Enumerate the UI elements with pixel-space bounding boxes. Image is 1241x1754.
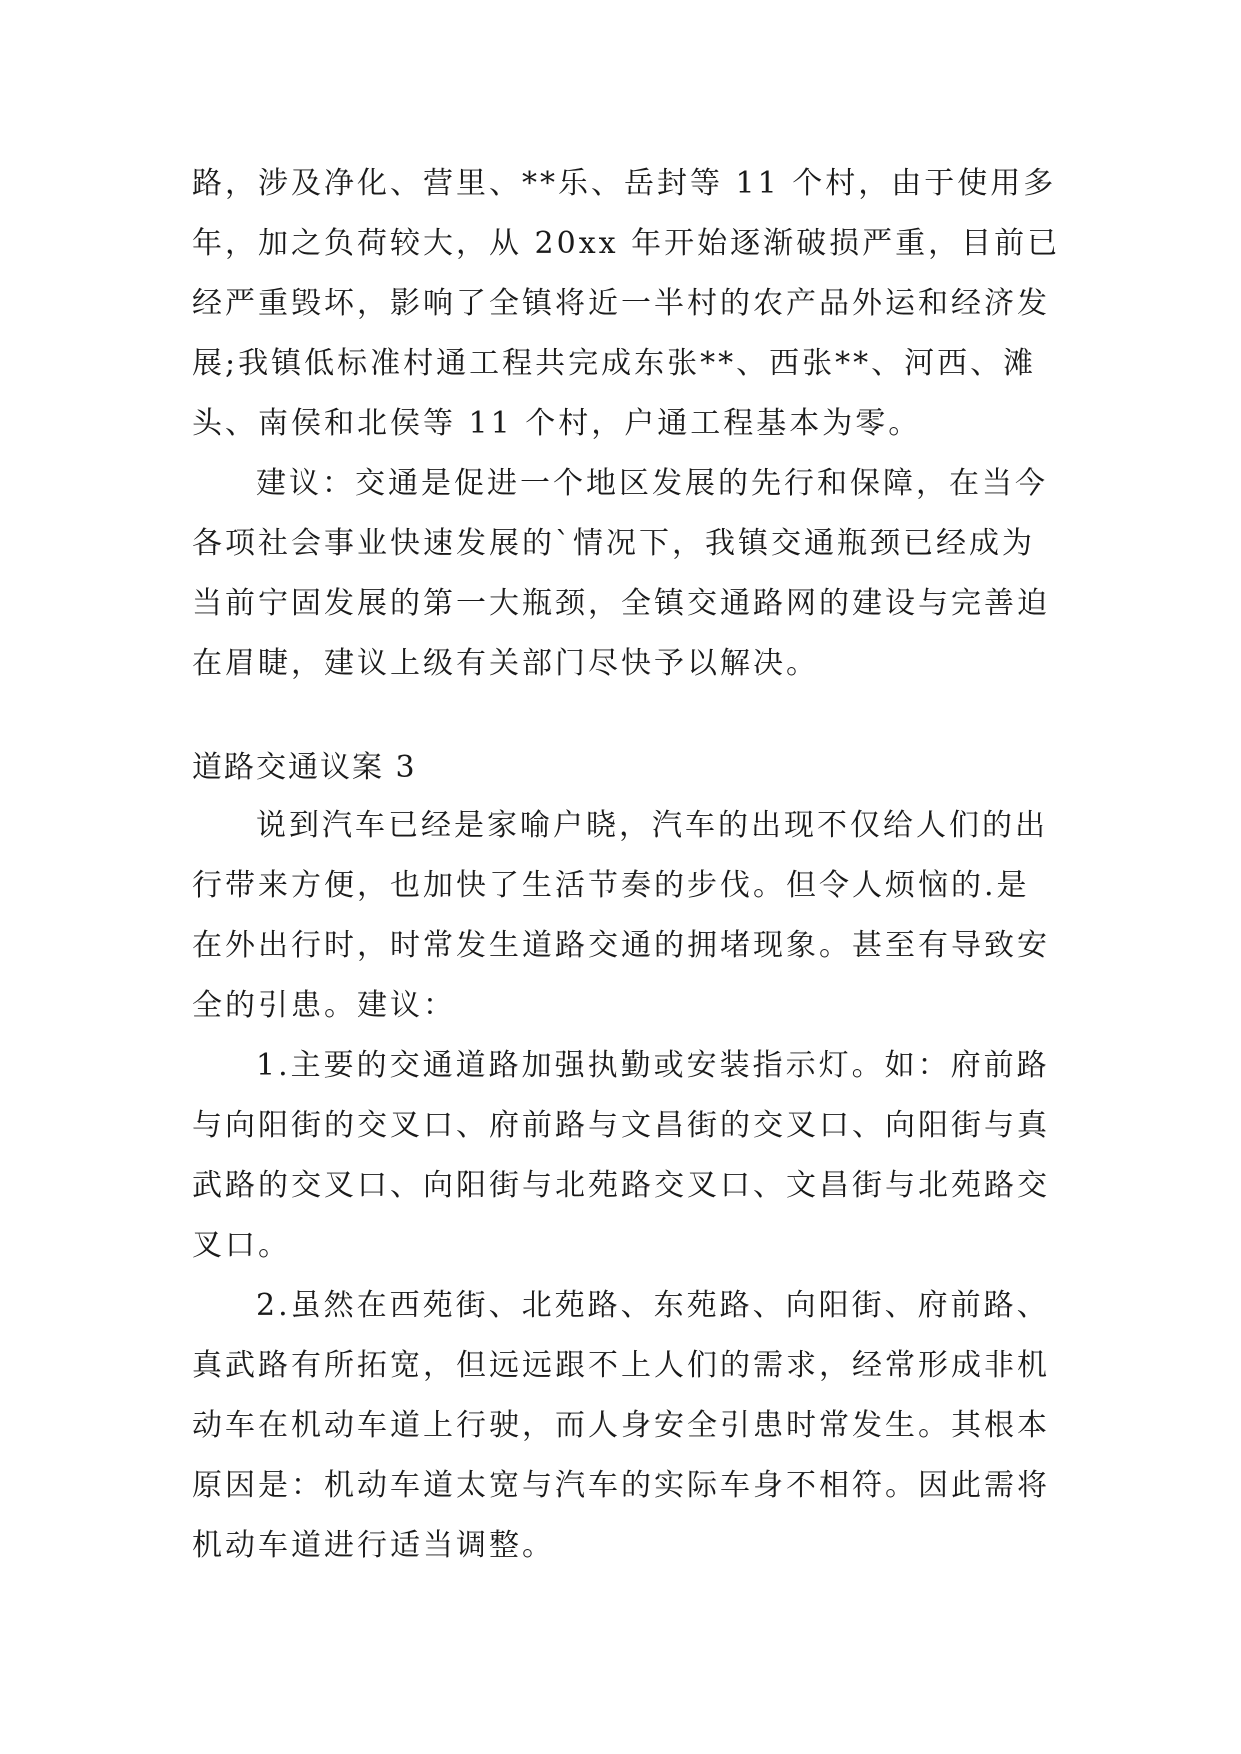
paragraph-line: 在眉睫，建议上级有关部门尽快予以解决。: [192, 646, 819, 681]
paragraph-line: 经严重毁坏，影响了全镇将近一半村的农产品外运和经济发: [192, 286, 1050, 321]
section-heading: 道路交通议案 3: [192, 750, 417, 785]
list-item-line: 叉口。: [192, 1228, 291, 1263]
paragraph-line: 头、南侯和北侯等 11 个村，户通工程基本为零。: [192, 406, 922, 441]
paragraph-line: 建议：交通是促进一个地区发展的先行和保障，在当今: [256, 466, 1048, 501]
list-item-line: 2.虽然在西苑街、北苑路、东苑路、向阳街、府前路、: [256, 1288, 1050, 1323]
list-item-line: 与向阳街的交叉口、府前路与文昌街的交叉口、向阳街与真: [192, 1108, 1050, 1143]
list-item-line: 原因是：机动车道太宽与汽车的实际车身不相符。因此需将: [192, 1468, 1050, 1503]
list-item-line: 动车在机动车道上行驶，而人身安全引患时常发生。其根本: [192, 1408, 1050, 1443]
paragraph-line: 各项社会事业快速发展的`情况下，我镇交通瓶颈已经成为: [192, 526, 1035, 561]
list-item-line: 1.主要的交通道路加强执勤或安装指示灯。如：府前路: [256, 1048, 1050, 1083]
paragraph-line: 说到汽车已经是家喻户晓，汽车的出现不仅给人们的出: [256, 808, 1048, 843]
list-item-line: 武路的交叉口、向阳街与北苑路交叉口、文昌街与北苑路交: [192, 1168, 1050, 1203]
list-item-line: 机动车道进行适当调整。: [192, 1528, 555, 1563]
paragraph-line: 展;我镇低标准村通工程共完成东张**、西张**、河西、滩: [192, 346, 1037, 381]
paragraph-line: 行带来方便，也加快了生活节奏的步伐。但令人烦恼的.是: [192, 868, 1030, 903]
paragraph-line: 路，涉及净化、营里、**乐、岳封等 11 个村，由于使用多: [192, 166, 1057, 201]
paragraph-line: 全的引患。建议：: [192, 988, 456, 1023]
paragraph-line: 年，加之负荷较大，从 20xx 年开始逐渐破损严重，目前已: [192, 226, 1061, 261]
paragraph-line: 在外出行时，时常发生道路交通的拥堵现象。甚至有导致安: [192, 928, 1050, 963]
list-item-line: 真武路有所拓宽，但远远跟不上人们的需求，经常形成非机: [192, 1348, 1050, 1383]
paragraph-line: 当前宁固发展的第一大瓶颈，全镇交通路网的建设与完善迫: [192, 586, 1050, 621]
